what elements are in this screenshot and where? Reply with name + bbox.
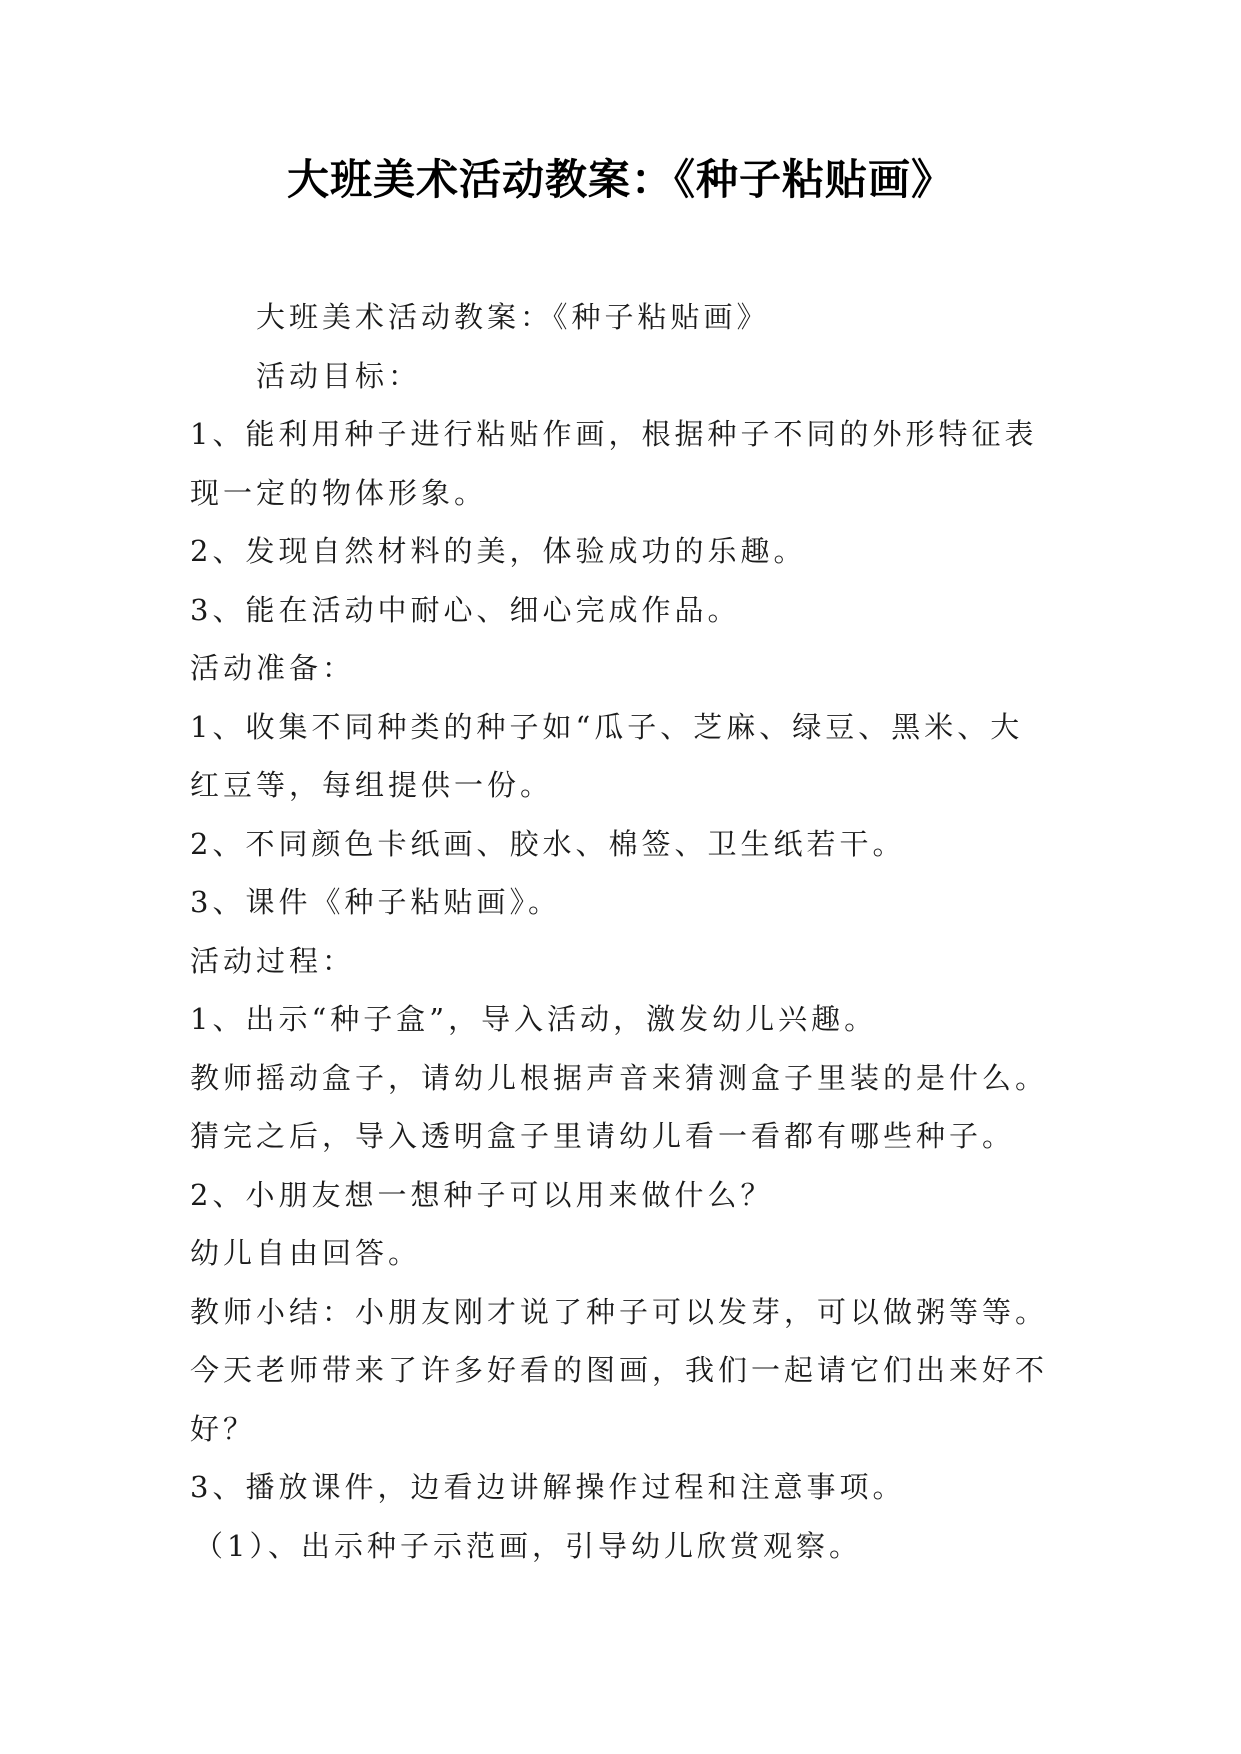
document-title: 大班美术活动教案：《种子粘贴画》 — [286, 155, 954, 204]
body-line: 1、出示“种子盒”，导入活动，激发幼儿兴趣。 — [190, 1002, 878, 1036]
section-heading-preparation: 活动准备： — [190, 651, 356, 685]
body-line: 教师小结：小朋友刚才说了种子可以发芽，可以做粥等等。 — [190, 1294, 1049, 1329]
body-line: 3、能在活动中耐心、细心完成作品。 — [190, 592, 741, 627]
body-line: 2、不同颜色卡纸画、胶水、棉签、卫生纸若干。 — [190, 826, 906, 861]
body-line: 现一定的物体形象。 — [190, 475, 488, 510]
section-heading-process: 活动过程： — [190, 943, 356, 978]
document-body — [190, 288, 1080, 1575]
body-line: 猜完之后，导入透明盒子里请幼儿看一看都有哪些种子。 — [190, 1119, 1016, 1153]
body-line: 好？ — [190, 1411, 257, 1446]
body-line: 3、课件《种子粘贴画》。 — [190, 885, 561, 919]
body-line: 1、收集不同种类的种子如“瓜子、芝麻、绿豆、黑米、大 — [190, 709, 1024, 744]
body-line: （1）、出示种子示范画，引导幼儿欣赏观察。 — [194, 1528, 862, 1563]
body-line: 2、小朋友想一想种子可以用来做什么？ — [190, 1177, 774, 1212]
section-heading-goals: 活动目标： — [256, 358, 422, 393]
body-line: 教师摇动盒子，请幼儿根据声音来猜测盒子里装的是什么。 — [190, 1060, 1049, 1095]
subtitle-line: 大班美术活动教案：《种子粘贴画》 — [256, 300, 770, 334]
body-line: 幼儿自由回答。 — [190, 1236, 422, 1270]
body-line: 红豆等，每组提供一份。 — [190, 768, 554, 802]
body-line: 1、能利用种子进行粘贴作画，根据种子不同的外形特征表 — [190, 417, 1038, 451]
body-line: 2、发现自然材料的美，体验成功的乐趣。 — [190, 534, 807, 568]
body-line: 3、播放课件，边看边讲解操作过程和注意事项。 — [190, 1470, 906, 1504]
body-line: 今天老师带来了许多好看的图画，我们一起请它们出来好不 — [190, 1353, 1049, 1387]
